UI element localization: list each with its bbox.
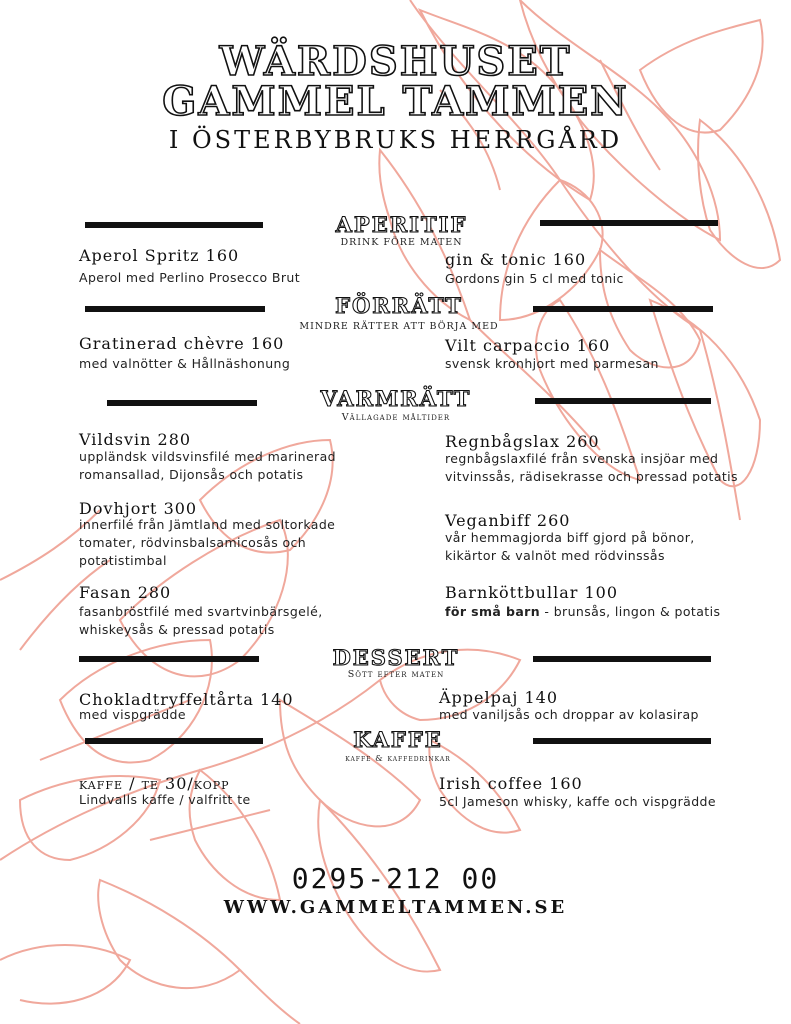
section-title-dessert: DESSERT <box>332 645 460 670</box>
menu-item-name: gin & tonic 160 <box>445 250 587 269</box>
menu-item-name: Dovhjort 300 <box>79 499 198 518</box>
divider-bar <box>533 306 713 312</box>
restaurant-name-line2: GAMMEL TAMMEN <box>162 78 629 125</box>
section-title-varmratt: VARMRÄTT <box>320 386 472 411</box>
menu-item-desc <box>445 603 765 621</box>
menu-item-name: Barnköttbullar 100 <box>445 583 619 602</box>
divider-bar <box>535 398 711 404</box>
menu-item-desc: uppländsk vildsvinsfilé med marinerad romansallad, Dijonsås och potatis <box>79 449 336 482</box>
divider-bar <box>85 222 263 228</box>
menu-item-desc: svensk kronhjort med parmesan <box>445 356 659 371</box>
menu-item-desc: innerfilé från Jämtland med soltorkade tomater, rödvinsbalsamicosås och potatistimbal <box>79 517 336 568</box>
menu-item-name: Veganbiff 260 <box>445 511 571 530</box>
menu-item-name: kaffe / te 30/kopp <box>79 774 230 793</box>
menu-item-desc-bold: för små barn <box>445 604 541 619</box>
menu-item-desc: med valnötter & Hållnäshonung <box>79 356 291 371</box>
divider-bar <box>533 738 711 744</box>
section-title-forratt: FÖRRÄTT <box>335 293 463 318</box>
menu-item-desc: med vaniljsås och droppar av kolasirap <box>439 707 699 722</box>
divider-bar <box>79 656 259 662</box>
menu-item-desc: 5cl Jameson whisky, kaffe och vispgrädde <box>439 794 716 809</box>
menu-item-name: Vildsvin 280 <box>79 430 192 449</box>
section-subtitle-dessert: Sött efter maten <box>347 669 445 680</box>
phone-number[interactable]: 0295-212 00 <box>291 862 500 895</box>
menu-item-desc: Aperol med Perlino Prosecco Brut <box>79 270 301 285</box>
menu-item-name: Aperol Spritz 160 <box>79 246 240 265</box>
divider-bar <box>533 656 711 662</box>
menu-item-name: Äppelpaj 140 <box>439 688 558 707</box>
menu-item-desc: vår hemmagjorda biff gjord på bönor, kikärtor & valnöt med rödvinssås <box>445 530 695 563</box>
menu-item-name: Vilt carpaccio 160 <box>445 336 611 355</box>
menu-item-name: Fasan 280 <box>79 583 172 602</box>
menu-item-name: Gratinerad chèvre 160 <box>79 334 285 353</box>
menu-item-name: Chokladtryffeltårta 140 <box>79 690 294 709</box>
restaurant-subtitle: I ÖSTERBYBRUKS HERRGÅRD <box>168 126 623 154</box>
divider-bar <box>85 306 265 312</box>
divider-bar <box>85 738 263 744</box>
menu-item-desc: fasanbröstfilé med svartvinbärsgelé, whiskeysås & pressad potatis <box>79 604 323 637</box>
section-subtitle-kaffe: kaffe & kaffedrinkar <box>345 754 451 764</box>
section-subtitle-varmratt: Vällagade måltider <box>341 412 451 423</box>
menu-item-desc-rest: - brunsås, lingon & potatis <box>540 604 721 619</box>
restaurant-name-line1: WÄRDSHUSET <box>219 38 572 85</box>
section-title-kaffe: KAFFE <box>353 727 443 752</box>
divider-bar <box>107 400 257 406</box>
section-subtitle-forratt: MINDRE RÄTTER ATT BÖRJA MED <box>299 321 499 332</box>
website-link[interactable]: WWW.GAMMELTAMMEN.SE <box>223 897 568 918</box>
menu-item-desc: Lindvalls kaffe / valfritt te <box>79 792 251 807</box>
section-subtitle-aperitif: DRINK FÖRE MATEN <box>340 237 463 248</box>
menu-item-desc: med vispgrädde <box>79 707 186 722</box>
menu-item-desc: Gordons gin 5 cl med tonic <box>445 271 624 286</box>
menu-item-name: Regnbågslax 260 <box>445 432 600 451</box>
divider-bar <box>540 220 718 226</box>
menu-item-desc: regnbågslaxfilé från svenska insjöar med vitvinssås, rädisekrasse och pressad potatis <box>445 451 738 484</box>
menu-item-name: Irish coffee 160 <box>439 774 583 793</box>
section-title-aperitif: APERITIF <box>335 212 468 237</box>
